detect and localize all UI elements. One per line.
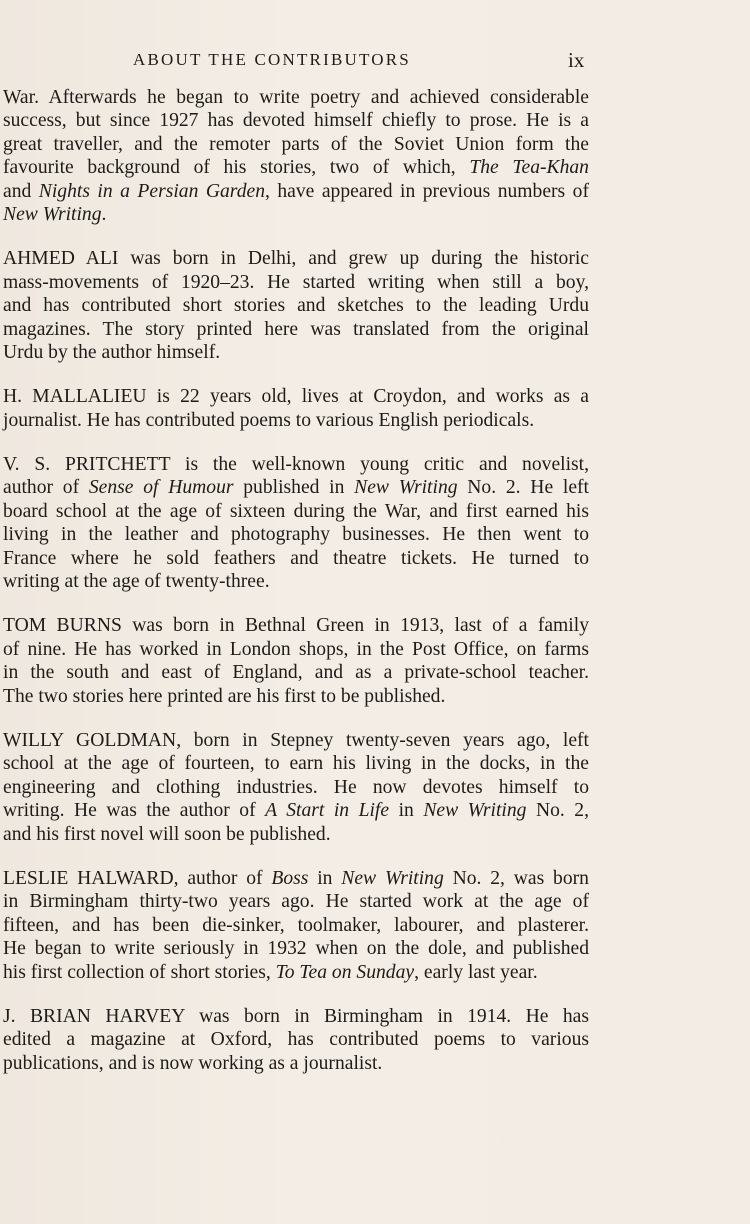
text-line: success, but since 1927 has devoted himself chiefly to prose. He is a bbox=[3, 110, 589, 132]
italic-title: Nights in a Persian Garden bbox=[38, 180, 265, 202]
contributor-paragraph bbox=[3, 247, 589, 364]
italic-title: New Writing bbox=[354, 477, 458, 499]
text-line: France where he sold feathers and theatre tickets. He turned to bbox=[3, 547, 589, 569]
text-line: his first collection of short stories, To Tea on Sunday, early last year. bbox=[3, 961, 538, 983]
text-line: edited a magazine at Oxford, has contributed poems to various bbox=[3, 1029, 589, 1051]
contributor-paragraph bbox=[3, 385, 589, 432]
text-line: New Writing. bbox=[3, 203, 107, 225]
text-line: and Nights in a Persian Garden, have appeared in previous numbers of bbox=[3, 180, 589, 202]
page-body bbox=[3, 86, 589, 1096]
text-line: author of Sense of Humour published in New Writing No. 2. He left bbox=[3, 477, 589, 499]
page-header bbox=[0, 50, 750, 76]
contributor-paragraph bbox=[3, 614, 589, 708]
text-line: V. S. PRITCHETT is the well-known young critic and novelist, bbox=[3, 454, 589, 476]
text-line: favourite background of his stories, two of which, The Tea-Khan bbox=[3, 157, 589, 179]
text-line: great traveller, and the remoter parts of the Soviet Union form the bbox=[3, 133, 589, 155]
italic-title: New Writing bbox=[3, 203, 102, 225]
contributor-paragraph bbox=[3, 86, 589, 226]
italic-title: A Start in Life bbox=[265, 800, 390, 822]
text-line: H. MALLALIEU is 22 years old, lives at Croydon, and works as a bbox=[3, 386, 589, 408]
text-line: J. BRIAN HARVEY was born in Birmingham in 1914. He has bbox=[3, 1005, 589, 1027]
italic-title: The Tea-Khan bbox=[469, 157, 589, 179]
text-line: engineering and clothing industries. He now devotes himself to bbox=[3, 776, 589, 798]
italic-title: New Writing bbox=[423, 800, 527, 822]
text-line: writing. He was the author of A Start in Life in New Writing No. 2, bbox=[3, 800, 589, 822]
text-line: The two stories here printed are his first to be published. bbox=[3, 685, 446, 707]
text-line: board school at the age of sixteen during the War, and first earned his bbox=[3, 500, 589, 522]
text-line: TOM BURNS was born in Bethnal Green in 1913, last of a family bbox=[3, 615, 589, 637]
text-line: AHMED ALI was born in Delhi, and grew up during the historic bbox=[3, 248, 589, 270]
text-line: and his first novel will soon be published. bbox=[3, 823, 331, 845]
text-line: writing at the age of twenty-three. bbox=[3, 571, 270, 593]
contributor-paragraph bbox=[3, 867, 589, 984]
italic-title: New Writing bbox=[341, 867, 444, 889]
text-line: journalist. He has contributed poems to various English periodicals. bbox=[3, 409, 535, 431]
text-line: in Birmingham thirty-two years ago. He started work at the age of bbox=[3, 891, 589, 913]
text-line: of nine. He has worked in London shops, in the Post Office, on farms bbox=[3, 638, 589, 660]
text-line: LESLIE HALWARD, author of Boss in New Writing No. 2, was born bbox=[3, 867, 589, 889]
text-line: school at the age of fourteen, to earn his living in the docks, in the bbox=[3, 753, 589, 775]
text-line: living in the leather and photography businesses. He then went to bbox=[3, 524, 589, 546]
text-line: WILLY GOLDMAN, born in Stepney twenty-seven years ago, left bbox=[3, 729, 589, 751]
contributor-paragraph bbox=[3, 453, 589, 593]
text-line: He began to write seriously in 1932 when on the dole, and published bbox=[3, 938, 589, 960]
contributor-paragraph bbox=[3, 1005, 589, 1075]
italic-title: Boss bbox=[271, 867, 309, 889]
text-line: Urdu by the author himself. bbox=[3, 341, 221, 363]
italic-title: To Tea on Sunday bbox=[275, 961, 415, 983]
text-line: magazines. The story printed here was translated from the original bbox=[3, 318, 589, 340]
italic-title: Sense of Humour bbox=[88, 477, 234, 499]
text-line: War. Afterwards he began to write poetry and achieved considerable bbox=[3, 87, 589, 108]
text-line: in the south and east of England, and as a private-school teacher. bbox=[3, 662, 589, 684]
page-number: ix bbox=[568, 48, 585, 72]
text-line: fifteen, and has been die-sinker, toolmaker, labourer, and plasterer. bbox=[3, 914, 589, 936]
text-line: and has contributed short stories and sketches to the leading Urdu bbox=[3, 295, 589, 317]
running-head: ABOUT THE CONTRIBUTORS bbox=[133, 50, 411, 69]
contributor-paragraph bbox=[3, 729, 589, 846]
text-line: mass-movements of 1920–23. He started writing when still a boy, bbox=[3, 271, 589, 293]
text-line: publications, and is now working as a journalist. bbox=[3, 1052, 383, 1074]
